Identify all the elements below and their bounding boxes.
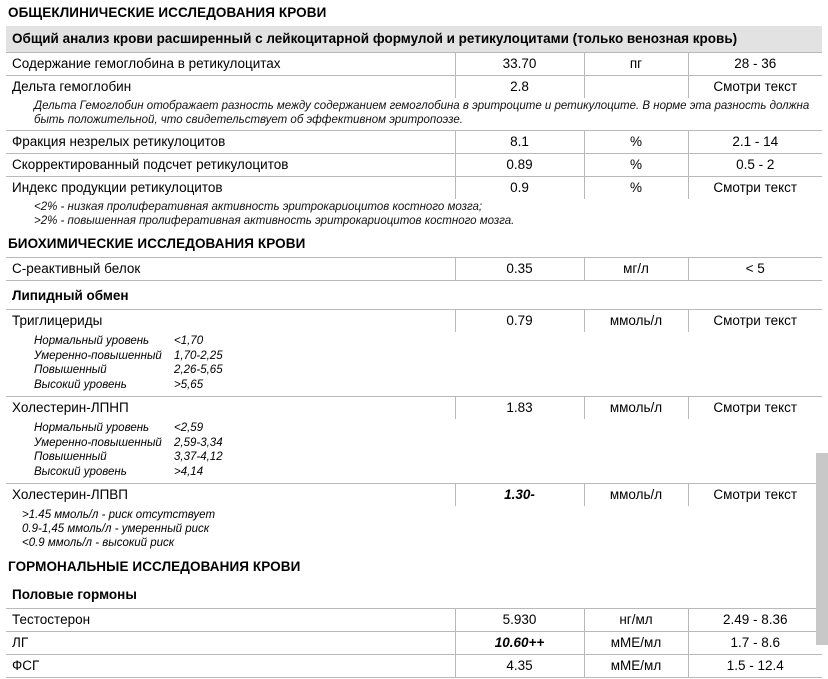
analyte-reference: Смотри текст	[688, 177, 822, 200]
analyte-reference: 2.1 - 14	[688, 131, 822, 154]
analyte-value: 0.89	[455, 154, 584, 177]
ret-index-note-low: <2% - низкая пролиферативная активность эритрокариоцитов костного мозга;	[34, 200, 814, 214]
triglycerides-scale	[6, 332, 822, 397]
scale-range: <2,59	[174, 421, 203, 436]
analyte-name: Скорректированный подсчет ретикулоцитов	[6, 154, 455, 177]
table-row	[6, 655, 822, 678]
table-row	[6, 484, 822, 507]
scale-range: >4,14	[174, 465, 203, 480]
scale-range: >5,65	[174, 378, 203, 393]
analyte-unit: %	[584, 131, 688, 154]
analyte-value: 10.60++	[455, 632, 584, 655]
analyte-reference: Смотри текст	[688, 397, 822, 420]
table-row	[6, 609, 822, 632]
section-title-general-blood: ОБЩЕКЛИНИЧЕСКИЕ ИССЛЕДОВАНИЯ КРОВИ	[6, 0, 822, 26]
note-row	[6, 419, 822, 484]
hdl-note-moderate-risk: 0.9-1,45 ммоль/л - умеренный риск	[22, 522, 814, 536]
scale-range: 3,37-4,12	[174, 450, 223, 465]
analyte-value: 0.9	[455, 177, 584, 200]
table-row	[6, 258, 822, 281]
panel-band-cbc-extended: Общий анализ крови расширенный с лейкоцитарной формулой и ретикулоцитами (только венозная кровь)	[6, 26, 822, 52]
note-row	[6, 98, 822, 131]
analyte-name: Содержание гемоглобина в ретикулоцитах	[6, 53, 455, 76]
analyte-value: 2.8	[455, 76, 584, 99]
analyte-value: 5.930	[455, 609, 584, 632]
analyte-unit: ммоль/л	[584, 397, 688, 420]
analyte-name: Фракция незрелых ретикулоцитов	[6, 131, 455, 154]
section-title-biochemistry: БИОХИМИЧЕСКИЕ ИССЛЕДОВАНИЯ КРОВИ	[6, 231, 822, 257]
scale-range: 2,59-3,34	[174, 436, 223, 451]
subheading-sex-hormones: Половые гормоны	[6, 580, 822, 609]
subheading-lipid-metabolism: Липидный обмен	[6, 281, 822, 310]
analyte-name: ФСГ	[6, 655, 455, 678]
analyte-name: ЛГ	[6, 632, 455, 655]
analyte-value: 1.83	[455, 397, 584, 420]
ldl-scale	[6, 419, 822, 484]
scale-range: <1,70	[174, 334, 203, 349]
table-row	[6, 154, 822, 177]
subheading-row	[6, 281, 822, 310]
scale-label: Умеренно-повышенный	[34, 436, 174, 451]
analyte-name: Холестерин-ЛПНП	[6, 397, 455, 420]
scale-label: Повышенный	[34, 450, 174, 465]
analyte-unit: ммоль/л	[584, 310, 688, 333]
analyte-unit: ммоль/л	[584, 484, 688, 507]
results-table-general	[6, 52, 822, 231]
analyte-reference: Смотри текст	[688, 76, 822, 99]
analyte-value: 1.30-	[455, 484, 584, 507]
results-table-biochemistry	[6, 257, 822, 554]
scale-label: Высокий уровень	[34, 465, 174, 480]
analyte-name: С-реактивный белок	[6, 258, 455, 281]
table-row	[6, 131, 822, 154]
ret-index-note-high: >2% - повышенная пролиферативная активность эритрокариоцитов костного мозга.	[34, 214, 814, 228]
analyte-reference: Смотри текст	[688, 310, 822, 333]
analyte-unit: мг/л	[584, 258, 688, 281]
analyte-value: 33.70	[455, 53, 584, 76]
analyte-value: 0.35	[455, 258, 584, 281]
analyte-value: 0.79	[455, 310, 584, 333]
analyte-name: Тестостерон	[6, 609, 455, 632]
page-edge-shadow-notch	[816, 447, 828, 453]
scale-range: 1,70-2,25	[174, 349, 223, 364]
hdl-note-high-risk: <0.9 ммоль/л - высокий риск	[22, 536, 814, 550]
hdl-risk-note	[6, 506, 822, 554]
analyte-value: 8.1	[455, 131, 584, 154]
scale-label: Высокий уровень	[34, 378, 174, 393]
note-row	[6, 506, 822, 554]
note-row	[6, 332, 822, 397]
analyte-name: Индекс продукции ретикулоцитов	[6, 177, 455, 200]
delta-hemoglobin-note: Дельта Гемоглобин отображает разность между содержанием гемоглобина в эритроците и ретикулоците. В норме эта разность должна быть положительной, что свидетельствует об эффективном эритропоэзе.	[6, 98, 822, 131]
scale-label: Нормальный уровень	[34, 421, 174, 436]
analyte-unit: мМЕ/мл	[584, 655, 688, 678]
section-title-hormones: ГОРМОНАЛЬНЫЕ ИССЛЕДОВАНИЯ КРОВИ	[6, 554, 822, 580]
analyte-unit: пг	[584, 53, 688, 76]
analyte-reference: Смотри текст	[688, 484, 822, 507]
analyte-reference: 2.49 - 8.36	[688, 609, 822, 632]
page-edge-shadow	[816, 447, 828, 645]
analyte-value: 4.35	[455, 655, 584, 678]
analyte-unit: нг/мл	[584, 609, 688, 632]
analyte-reference: 1.5 - 12.4	[688, 655, 822, 678]
table-row	[6, 177, 822, 200]
analyte-reference: 1.7 - 8.6	[688, 632, 822, 655]
scale-label: Повышенный	[34, 363, 174, 378]
scale-range: 2,26-5,65	[174, 363, 223, 378]
note-row	[6, 199, 822, 231]
analyte-name: Триглицериды	[6, 310, 455, 333]
scale-label: Умеренно-повышенный	[34, 349, 174, 364]
table-row	[6, 310, 822, 333]
analyte-unit: мМЕ/мл	[584, 632, 688, 655]
analyte-reference: < 5	[688, 258, 822, 281]
subheading-row	[6, 580, 822, 609]
table-row	[6, 632, 822, 655]
scale-label: Нормальный уровень	[34, 334, 174, 349]
analyte-unit: %	[584, 177, 688, 200]
table-row	[6, 76, 822, 99]
table-row	[6, 397, 822, 420]
analyte-name: Холестерин-ЛПВП	[6, 484, 455, 507]
results-table-hormones	[6, 580, 822, 679]
analyte-unit: %	[584, 154, 688, 177]
table-row	[6, 53, 822, 76]
analyte-name: Дельта гемоглобин	[6, 76, 455, 99]
hdl-note-no-risk: >1.45 ммоль/л - риск отсутствует	[22, 508, 814, 522]
analyte-reference: 0.5 - 2	[688, 154, 822, 177]
analyte-reference: 28 - 36	[688, 53, 822, 76]
analyte-unit	[584, 76, 688, 99]
